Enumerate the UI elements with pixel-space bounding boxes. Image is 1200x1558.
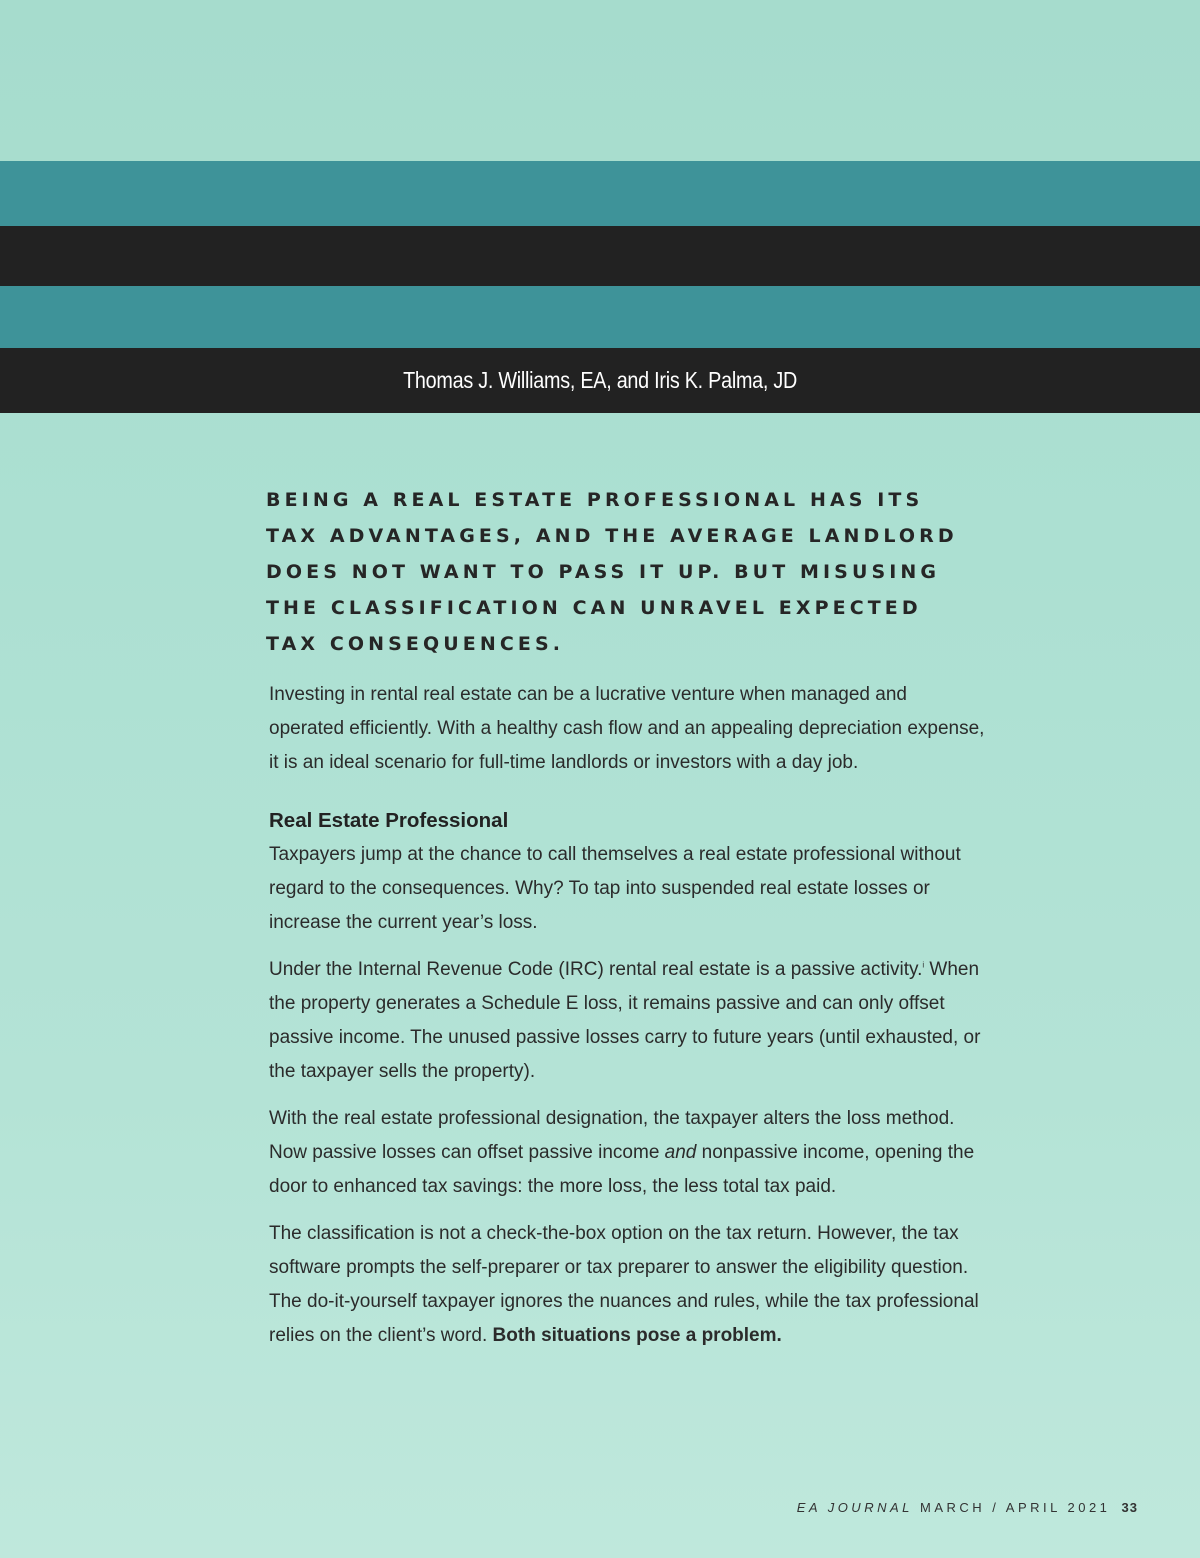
section-heading: Real Estate Professional [269, 809, 509, 832]
emphasis-text: and [664, 1142, 697, 1163]
body-paragraph-2 [269, 953, 986, 1089]
paragraph-text: With the real estate professional designation, the taxpayer alters the loss method. Now passive losses can offset passive income [269, 1108, 955, 1163]
deck-line: THE CLASSIFICATION CAN UNRAVEL EXPECTED [266, 597, 922, 619]
deck-line: DOES NOT WANT TO PASS IT UP. BUT MISUSING [266, 561, 941, 583]
bold-text: Both situations pose a problem. [492, 1325, 782, 1346]
paragraph-text: The classification is not a check-the-box option on the tax return. However, the tax software prompts the self-preparer or tax preparer to answer the eligibility question. The do-it-yourself taxpayer ignores the nuances and rules, while the tax professional relies on the client’s word. [269, 1223, 979, 1346]
journal-name: EA JOURNAL [796, 1500, 913, 1515]
deck-line: TAX CONSEQUENCES. [266, 633, 565, 655]
body-paragraph-1: Taxpayers jump at the chance to call themselves a real estate professional without regard to the consequences. Why? To tap into suspended real estate losses or increase the current year’s loss. [269, 844, 961, 933]
paragraph-text: Under the Internal Revenue Code (IRC) rental real estate is a passive activity. [269, 959, 923, 980]
page-footer [797, 1500, 1138, 1515]
paragraph-text: nonpassive income, opening the door to enhanced tax savings: the more loss, the less total tax paid. [269, 1142, 975, 1197]
deck-line: TAX ADVANTAGES, AND THE AVERAGE LANDLORD [266, 525, 958, 547]
author-byline: Thomas J. Williams, EA, and Iris K. Palma, JD [403, 367, 797, 393]
article-deck [266, 482, 986, 662]
body-paragraph-4 [269, 1217, 986, 1353]
issue-date: MARCH / APRIL 2021 [920, 1500, 1111, 1515]
intro-paragraph: Investing in rental real estate can be a lucrative venture when managed and operated efficiently. With a healthy cash flow and an appealing depreciation expense, it is an ideal scenario for full-time landlords or investors with a day job. [269, 684, 985, 773]
page-number: 33 [1121, 1500, 1138, 1515]
article-body [266, 482, 986, 1366]
header-band-teal-bottom [0, 286, 1200, 348]
deck-line: BEING A REAL ESTATE PROFESSIONAL HAS ITS [266, 489, 924, 511]
header-band-teal-top [0, 161, 1200, 226]
paragraph-text: When the property generates a Schedule E loss, it remains passive and can only offset passive income. The unused passive losses carry to future years (until exhausted, or the taxpayer sells the property). [269, 959, 981, 1082]
byline-bar [0, 348, 1200, 413]
footnote-marker[interactable]: i [922, 960, 925, 970]
body-paragraph-3 [269, 1102, 986, 1204]
header-band-dark-top [0, 226, 1200, 286]
